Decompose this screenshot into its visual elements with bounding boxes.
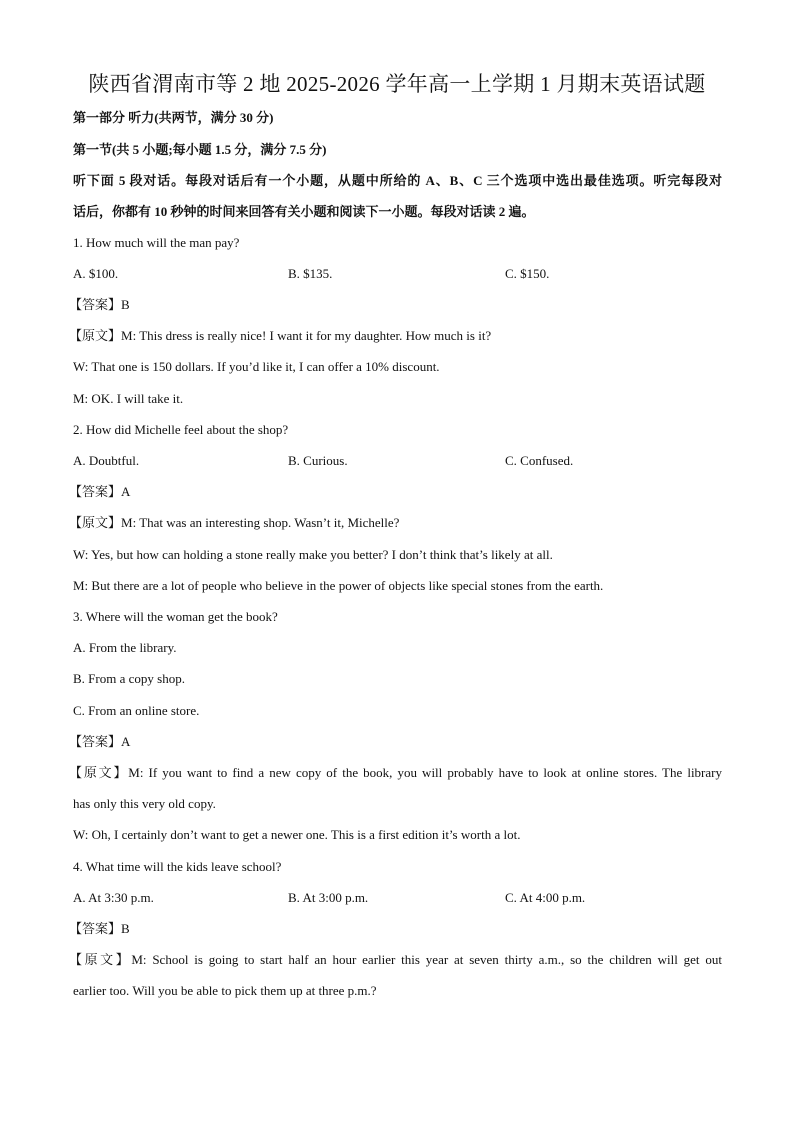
answer-line (69, 734, 131, 750)
option-c: C. Confused. (505, 453, 574, 468)
question-text: 4. What time will the kids leave school? (73, 859, 282, 874)
transcript-line: W: Oh, I certainly don’t want to get a newer one. This is a first edition it’s worth a lot. (73, 827, 521, 842)
transcript-text: M: This dress is really nice! I want it for my daughter. How much is it? (121, 328, 492, 343)
question-text: 1. How much will the man pay? (73, 235, 240, 250)
answer-line (69, 297, 130, 313)
answer-value: A (121, 734, 131, 749)
transcript-text: M: If you want to find a new copy of the book, you will probably have to look at online stores. The library (128, 765, 722, 780)
answer-line (69, 484, 131, 500)
transcript-tag: 【原文】 (69, 328, 122, 343)
instructions-line: 听下面 5 段对话。每段对话后有一个小题，从题中所给的 A、B、C 三个选项中选出最佳选项。听完每段对 (73, 173, 722, 188)
question-text: 2. How did Michelle feel about the shop? (73, 422, 289, 437)
answer-value: B (121, 921, 130, 936)
option-a: A. At 3:30 p.m. (73, 890, 154, 905)
option-c: C. $150. (505, 266, 550, 281)
transcript-line: earlier too. Will you be able to pick them up at three p.m.? (73, 983, 377, 998)
page-title: 陕西省渭南市等 2 地 2025-2026 学年高一上学期 1 月期末英语试题 (88, 72, 706, 96)
transcript-text: M: That was an interesting shop. Wasn’t it, Michelle? (121, 515, 400, 530)
section-heading: 第一节(共 5 小题;每小题 1.5 分，满分 7.5 分) (73, 142, 327, 157)
answer-tag: 【答案】 (69, 734, 122, 749)
transcript-tag: 【原文】 (69, 952, 132, 967)
option-a: A. From the library. (73, 640, 177, 655)
transcript-line: M: But there are a lot of people who believe in the power of objects like special stones from the earth. (73, 578, 604, 593)
transcript-tag: 【原文】 (69, 515, 122, 530)
option-b: B. $135. (288, 266, 333, 281)
answer-tag: 【答案】 (69, 484, 122, 499)
option-a: A. Doubtful. (73, 453, 140, 468)
transcript-line (69, 515, 400, 531)
transcript-line: M: OK. I will take it. (73, 391, 184, 406)
option-a: A. $100. (73, 266, 119, 281)
transcript-line: has only this very old copy. (73, 796, 216, 811)
transcript-line: W: Yes, but how can holding a stone really make you better? I don’t think that’s likely at all. (73, 547, 553, 562)
answer-value: B (121, 297, 130, 312)
transcript-line (69, 328, 492, 344)
answer-tag: 【答案】 (69, 921, 122, 936)
transcript-text: M: School is going to start half an hour earlier this year at seven thirty a.m., so the children will get out (131, 952, 722, 967)
option-b: B. At 3:00 p.m. (288, 890, 369, 905)
question-text: 3. Where will the woman get the book? (73, 609, 278, 624)
instructions-line: 话后，你都有 10 秒钟的时间来回答有关小题和阅读下一小题。每段对话读 2 遍。 (73, 204, 535, 219)
answer-line (69, 921, 130, 937)
transcript-line (69, 952, 722, 968)
option-b: B. Curious. (288, 453, 348, 468)
part-heading: 第一部分 听力(共两节，满分 30 分) (73, 110, 274, 125)
transcript-line: W: That one is 150 dollars. If you’d like it, I can offer a 10% discount. (73, 359, 440, 374)
answer-tag: 【答案】 (69, 297, 122, 312)
answer-value: A (121, 484, 131, 499)
option-c: C. At 4:00 p.m. (505, 890, 586, 905)
option-c: C. From an online store. (73, 703, 200, 718)
transcript-line (69, 765, 722, 781)
option-b: B. From a copy shop. (73, 671, 185, 686)
transcript-tag: 【原文】 (69, 765, 129, 780)
